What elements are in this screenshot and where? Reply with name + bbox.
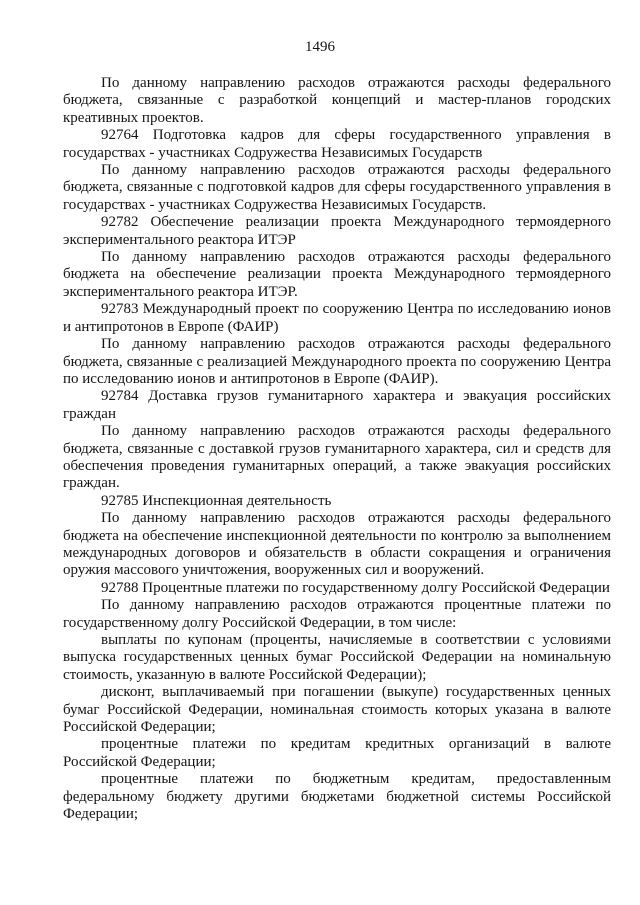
page-number: 1496: [305, 39, 335, 55]
paragraph: По данному направлению расходов отражаются расходы федерального бюджета, связанные с разработкой концепций и мастер-планов городских креативных проектов.: [63, 75, 611, 126]
list-item: процентные платежи по бюджетным кредитам, предоставленным федеральному бюджету другими бюджетами бюджетной системы Российской Федерации;: [63, 771, 611, 823]
list-item: выплаты по купонам (проценты, начисляемые в соответствии с условиями выпуска государственных ценных бумаг Российской Федерации на номинальную стоимость, указанную в валюте Российской Федерации);: [63, 632, 611, 683]
paragraph: По данному направлению расходов отражаются расходы федерального бюджета, связанные с реализацией Международного проекта по сооружению Центра по исследованию ионов и антипротонов в Европе (ФАИР).: [63, 336, 611, 387]
section-heading: 92783 Международный проект по сооружению Центра по исследованию ионов и антипротонов в Европе (ФАИР): [63, 301, 611, 335]
paragraph: По данному направлению расходов отражаются расходы федерального бюджета на обеспечение реализации проекта Международного термоядерного экспериментального реактора ИТЭР.: [63, 249, 611, 300]
section-heading: 92785 Инспекционная деятельность: [101, 492, 332, 509]
paragraph: По данному направлению расходов отражаются процентные платежи по государственному долгу Российской Федерации, в том числе:: [63, 597, 611, 631]
section-heading: 92788 Процентные платежи по государственному долгу Российской Федерации: [101, 579, 610, 596]
list-item: процентные платежи по кредитам кредитных организаций в валюте Российской Федерации;: [63, 736, 611, 770]
section-heading: 92782 Обеспечение реализации проекта Международного термоядерного экспериментального реактора ИТЭР: [63, 214, 611, 248]
section-heading: 92764 Подготовка кадров для сферы государственного управления в государствах - участниках Содружества Независимых Государств: [63, 127, 611, 161]
section-heading: 92784 Доставка грузов гуманитарного характера и эвакуация российских граждан: [63, 388, 611, 422]
paragraph: По данному направлению расходов отражаются расходы федерального бюджета, связанные с доставкой грузов гуманитарного характера, сил и средств для обеспечения проведения гуманитарных операций, а также эвакуация российских граждан.: [63, 423, 611, 492]
document-body: [63, 75, 611, 823]
paragraph: По данному направлению расходов отражаются расходы федерального бюджета, связанные с подготовкой кадров для сферы государственного управления в государствах - участниках Содружества Независимых Государств.: [63, 162, 611, 213]
paragraph: По данному направлению расходов отражаются расходы федерального бюджета на обеспечение инспекционной деятельности по контролю за выполнением международных договоров и обязательств в области сокращения и ограничения оружия массового уничтожения, вооруженных сил и вооружений.: [63, 510, 611, 579]
list-item: дисконт, выплачиваемый при погашении (выкупе) государственных ценных бумаг Российской Федерации, номинальная стоимость которых указана в валюте Российской Федерации;: [63, 684, 611, 736]
